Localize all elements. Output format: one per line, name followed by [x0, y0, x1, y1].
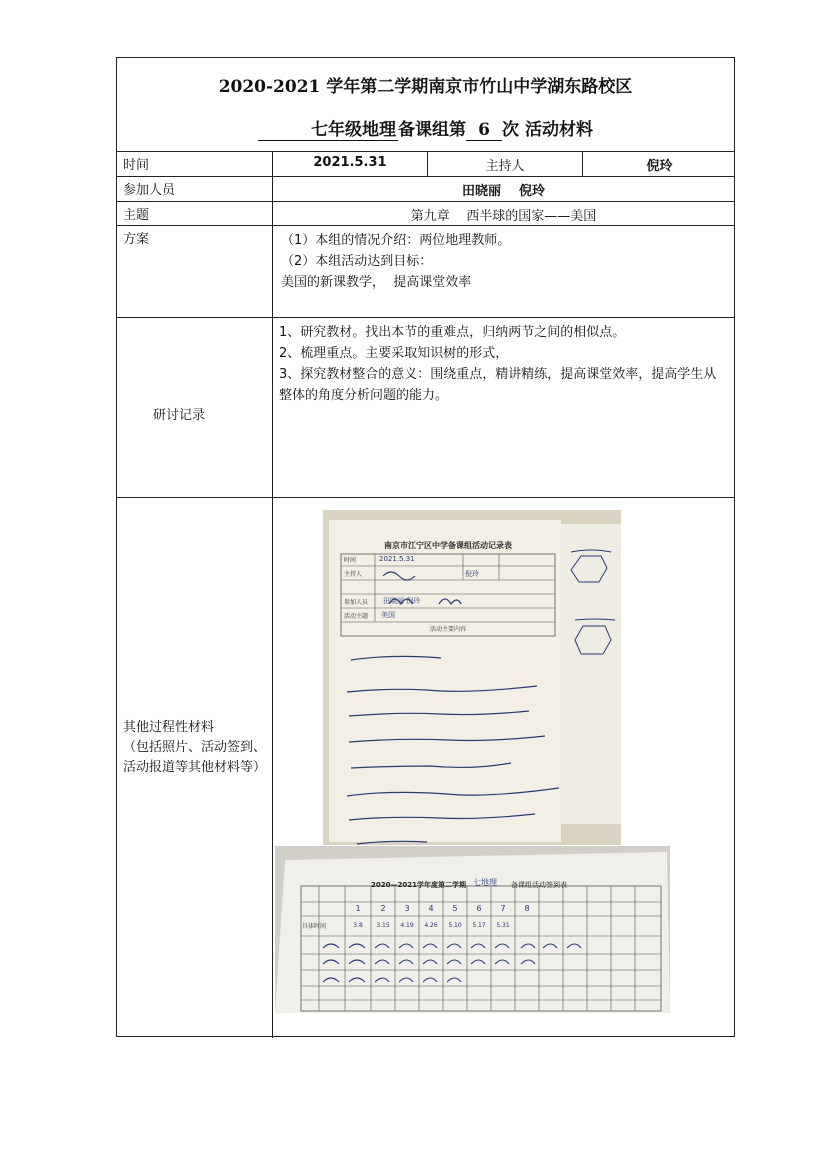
photo1-content-label: 活动主要内容 [429, 626, 466, 633]
activity-record-sheet [116, 57, 735, 1037]
document-header [117, 58, 734, 152]
plan-label: 方案 [123, 232, 150, 247]
participants-value: 田晓丽 倪玲 [272, 177, 734, 201]
date-cell: 4.19 [400, 922, 414, 929]
date-cell: 4.26 [424, 922, 438, 929]
col-number: 8 [524, 904, 530, 913]
school-title: 2020-2021 学年第二学期南京市竹山中学湖东路校区 [218, 77, 633, 97]
materials-label-block [123, 718, 271, 778]
photo1-topic-label: 活动主题 [344, 613, 369, 620]
activity-record-photo [323, 510, 621, 845]
date-cell: 5.31 [496, 922, 510, 929]
row-time [117, 152, 734, 177]
host-value: 倪玲 [582, 152, 736, 176]
date-cell: 5.17 [472, 922, 486, 929]
activity-subtitle [117, 115, 734, 141]
photo1-topic-value: 美国 [381, 611, 395, 619]
date-cell: 3.8 [353, 922, 363, 929]
photo1-time-value: 2021.5.31 [379, 555, 415, 563]
row-materials [117, 498, 734, 1038]
record-line: 3、探究教材整合的意义：围绕重点，精讲精练，提高课堂效率，提高学生从整体的角度分析问题的能力。 [279, 367, 717, 403]
record-label: 研讨记录 [153, 408, 206, 423]
plan-line: （1）本组的情况介绍：两位地理教师。 [281, 233, 511, 248]
col-number: 2 [380, 904, 386, 913]
col-number: 4 [428, 904, 434, 913]
subtitle-part-a: 备课组第 [398, 120, 467, 140]
photo2-form-grade: 七地理 [473, 878, 497, 887]
col-number: 6 [476, 904, 482, 913]
photo2-dates [345, 922, 539, 929]
materials-content [272, 498, 734, 1038]
plan-line: （2）本组活动达到目标： [281, 254, 433, 269]
date-cell: 5.10 [448, 922, 462, 929]
time-value: 2021.5.31 [272, 152, 427, 176]
participants-label: 参加人员 [123, 183, 176, 198]
materials-note: （包括照片、活动签到、活动报道等其他材料等） [123, 740, 267, 775]
host-label: 主持人 [427, 152, 582, 176]
plan-line: 美国的新课教学， 提高课堂效率 [281, 275, 472, 290]
photo1-participants-label: 参加人员 [344, 599, 369, 606]
row-record [117, 318, 734, 498]
record-line: 1、研究教材。找出本节的重难点，归纳两节之间的相似点。 [279, 325, 626, 340]
photo2-form-suffix: 备课组活动签到表 [511, 881, 567, 889]
record-label-cell [117, 318, 272, 497]
record-line: 2、梳理重点。主要采取知识树的形式， [279, 346, 509, 361]
plan-content [272, 226, 734, 317]
col-number: 1 [355, 904, 361, 913]
date-cell: 3.15 [376, 922, 390, 929]
grade-subject: 七年级地理 [258, 115, 398, 141]
photo2-col-label: 具体时间 [302, 923, 327, 930]
photo1-time-label: 时间 [344, 557, 357, 564]
photo1-host-value: 倪玲 [465, 570, 479, 578]
photo2-col-numbers [345, 904, 539, 913]
photo1-form-title: 南京市江宁区中学备课组活动记录表 [384, 541, 512, 550]
topic-label: 主题 [123, 208, 150, 223]
session-number: 6 [466, 120, 502, 141]
photo1-participants-value: 田晓丽 倪玲 [383, 597, 421, 605]
sign-in-sheet-photo [275, 846, 670, 1013]
topic-value: 第九章 西半球的国家——美国 [272, 202, 734, 225]
materials-label-cell [117, 498, 272, 1038]
time-label: 时间 [123, 158, 150, 173]
photo2-form-title: 2020—2021学年度第二学期 [371, 881, 466, 889]
row-plan [117, 226, 734, 318]
row-participants [117, 177, 734, 202]
col-number: 7 [500, 904, 506, 913]
subtitle-part-b: 次 [502, 120, 520, 140]
materials-label: 其他过程性材料 [123, 720, 215, 735]
col-number: 5 [452, 904, 458, 913]
record-content [272, 318, 734, 497]
photo1-host-label: 主持人 [344, 571, 363, 578]
row-topic [117, 202, 734, 226]
col-number: 3 [404, 904, 410, 913]
subtitle-part-c: 活动材料 [524, 120, 593, 140]
